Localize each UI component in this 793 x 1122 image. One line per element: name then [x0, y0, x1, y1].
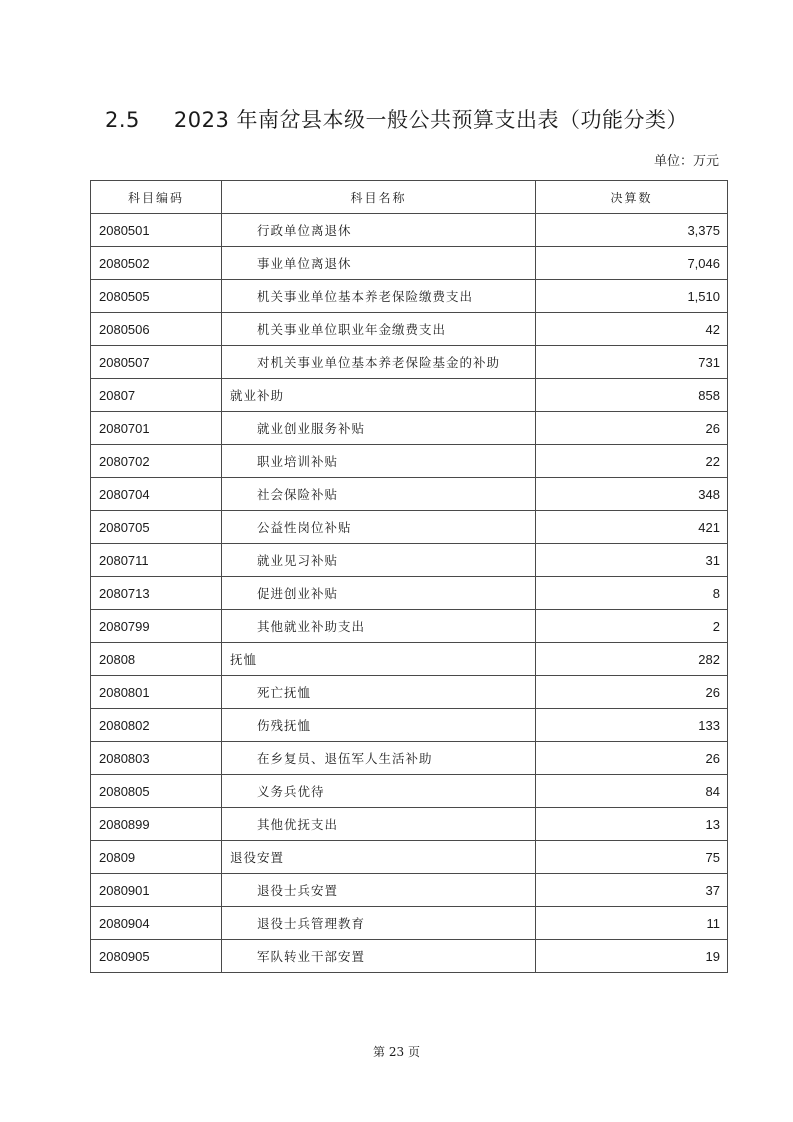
table-body — [91, 214, 728, 973]
row-amount: 2 — [536, 610, 728, 643]
row-code: 2080799 — [91, 610, 222, 643]
row-amount: 26 — [536, 676, 728, 709]
row-name: 事业单位离退休 — [222, 247, 536, 280]
row-code: 20808 — [91, 643, 222, 676]
row-amount: 84 — [536, 775, 728, 808]
row-name: 机关事业单位职业年金缴费支出 — [222, 313, 536, 346]
row-code: 2080711 — [91, 544, 222, 577]
row-amount: 37 — [536, 874, 728, 907]
row-amount: 7,046 — [536, 247, 728, 280]
row-code: 2080899 — [91, 808, 222, 841]
row-name: 死亡抚恤 — [222, 676, 536, 709]
row-code: 2080905 — [91, 940, 222, 973]
header-name: 科目名称 — [222, 181, 536, 214]
table-row — [91, 478, 728, 511]
row-amount: 19 — [536, 940, 728, 973]
table-row — [91, 214, 728, 247]
header-amount: 决算数 — [536, 181, 728, 214]
row-amount: 858 — [536, 379, 728, 412]
title-number: 2.5 — [104, 108, 140, 132]
table-row — [91, 907, 728, 940]
row-code: 2080705 — [91, 511, 222, 544]
table-row — [91, 379, 728, 412]
row-name: 在乡复员、退伍军人生活补助 — [222, 742, 536, 775]
row-name: 公益性岗位补贴 — [222, 511, 536, 544]
row-code: 2080701 — [91, 412, 222, 445]
table-row — [91, 511, 728, 544]
table-header-row — [91, 181, 728, 214]
row-name: 就业见习补贴 — [222, 544, 536, 577]
row-amount: 731 — [536, 346, 728, 379]
table-row — [91, 775, 728, 808]
row-amount: 11 — [536, 907, 728, 940]
table-row — [91, 445, 728, 478]
row-amount: 75 — [536, 841, 728, 874]
table-row — [91, 874, 728, 907]
row-amount: 42 — [536, 313, 728, 346]
row-code: 2080505 — [91, 280, 222, 313]
unit-label: 单位：万元 — [653, 154, 719, 169]
table-row — [91, 247, 728, 280]
row-amount: 1,510 — [536, 280, 728, 313]
table-row — [91, 313, 728, 346]
table-row — [91, 709, 728, 742]
table-row — [91, 643, 728, 676]
table-row — [91, 280, 728, 313]
row-code: 2080802 — [91, 709, 222, 742]
row-amount: 22 — [536, 445, 728, 478]
row-code: 2080713 — [91, 577, 222, 610]
row-name: 就业创业服务补贴 — [222, 412, 536, 445]
row-name: 抚恤 — [222, 643, 536, 676]
row-code: 2080805 — [91, 775, 222, 808]
row-name: 义务兵优待 — [222, 775, 536, 808]
title-text: 2023 年南岔县本级一般公共预算支出表（功能分类） — [173, 108, 689, 132]
row-amount: 26 — [536, 742, 728, 775]
table-row — [91, 412, 728, 445]
row-name: 行政单位离退休 — [222, 214, 536, 247]
row-amount: 8 — [536, 577, 728, 610]
table-row — [91, 841, 728, 874]
row-amount: 421 — [536, 511, 728, 544]
row-name: 机关事业单位基本养老保险缴费支出 — [222, 280, 536, 313]
row-name: 社会保险补贴 — [222, 478, 536, 511]
table-row — [91, 940, 728, 973]
row-code: 2080904 — [91, 907, 222, 940]
row-code: 2080803 — [91, 742, 222, 775]
table-row — [91, 808, 728, 841]
row-code: 2080702 — [91, 445, 222, 478]
table-row — [91, 676, 728, 709]
row-name: 伤残抚恤 — [222, 709, 536, 742]
row-name: 对机关事业单位基本养老保险基金的补助 — [222, 346, 536, 379]
row-name: 退役安置 — [222, 841, 536, 874]
row-amount: 13 — [536, 808, 728, 841]
row-name: 其他就业补助支出 — [222, 610, 536, 643]
row-code: 20809 — [91, 841, 222, 874]
row-name: 军队转业干部安置 — [222, 940, 536, 973]
row-amount: 133 — [536, 709, 728, 742]
row-code: 2080801 — [91, 676, 222, 709]
row-name: 职业培训补贴 — [222, 445, 536, 478]
row-name: 其他优抚支出 — [222, 808, 536, 841]
row-amount: 348 — [536, 478, 728, 511]
row-amount: 31 — [536, 544, 728, 577]
row-code: 2080502 — [91, 247, 222, 280]
row-code: 2080704 — [91, 478, 222, 511]
row-amount: 282 — [536, 643, 728, 676]
row-code: 2080506 — [91, 313, 222, 346]
table-row — [91, 610, 728, 643]
page-title — [0, 104, 793, 134]
row-name: 就业补助 — [222, 379, 536, 412]
row-code: 2080901 — [91, 874, 222, 907]
row-name: 促进创业补贴 — [222, 577, 536, 610]
page-number: 第 23 页 — [373, 1045, 420, 1059]
row-code: 2080501 — [91, 214, 222, 247]
row-name: 退役士兵管理教育 — [222, 907, 536, 940]
table-row — [91, 742, 728, 775]
row-name: 退役士兵安置 — [222, 874, 536, 907]
row-code: 20807 — [91, 379, 222, 412]
budget-table — [90, 180, 728, 973]
row-code: 2080507 — [91, 346, 222, 379]
row-amount: 3,375 — [536, 214, 728, 247]
table-row — [91, 544, 728, 577]
header-code: 科目编码 — [91, 181, 222, 214]
row-amount: 26 — [536, 412, 728, 445]
table-row — [91, 577, 728, 610]
table-row — [91, 346, 728, 379]
